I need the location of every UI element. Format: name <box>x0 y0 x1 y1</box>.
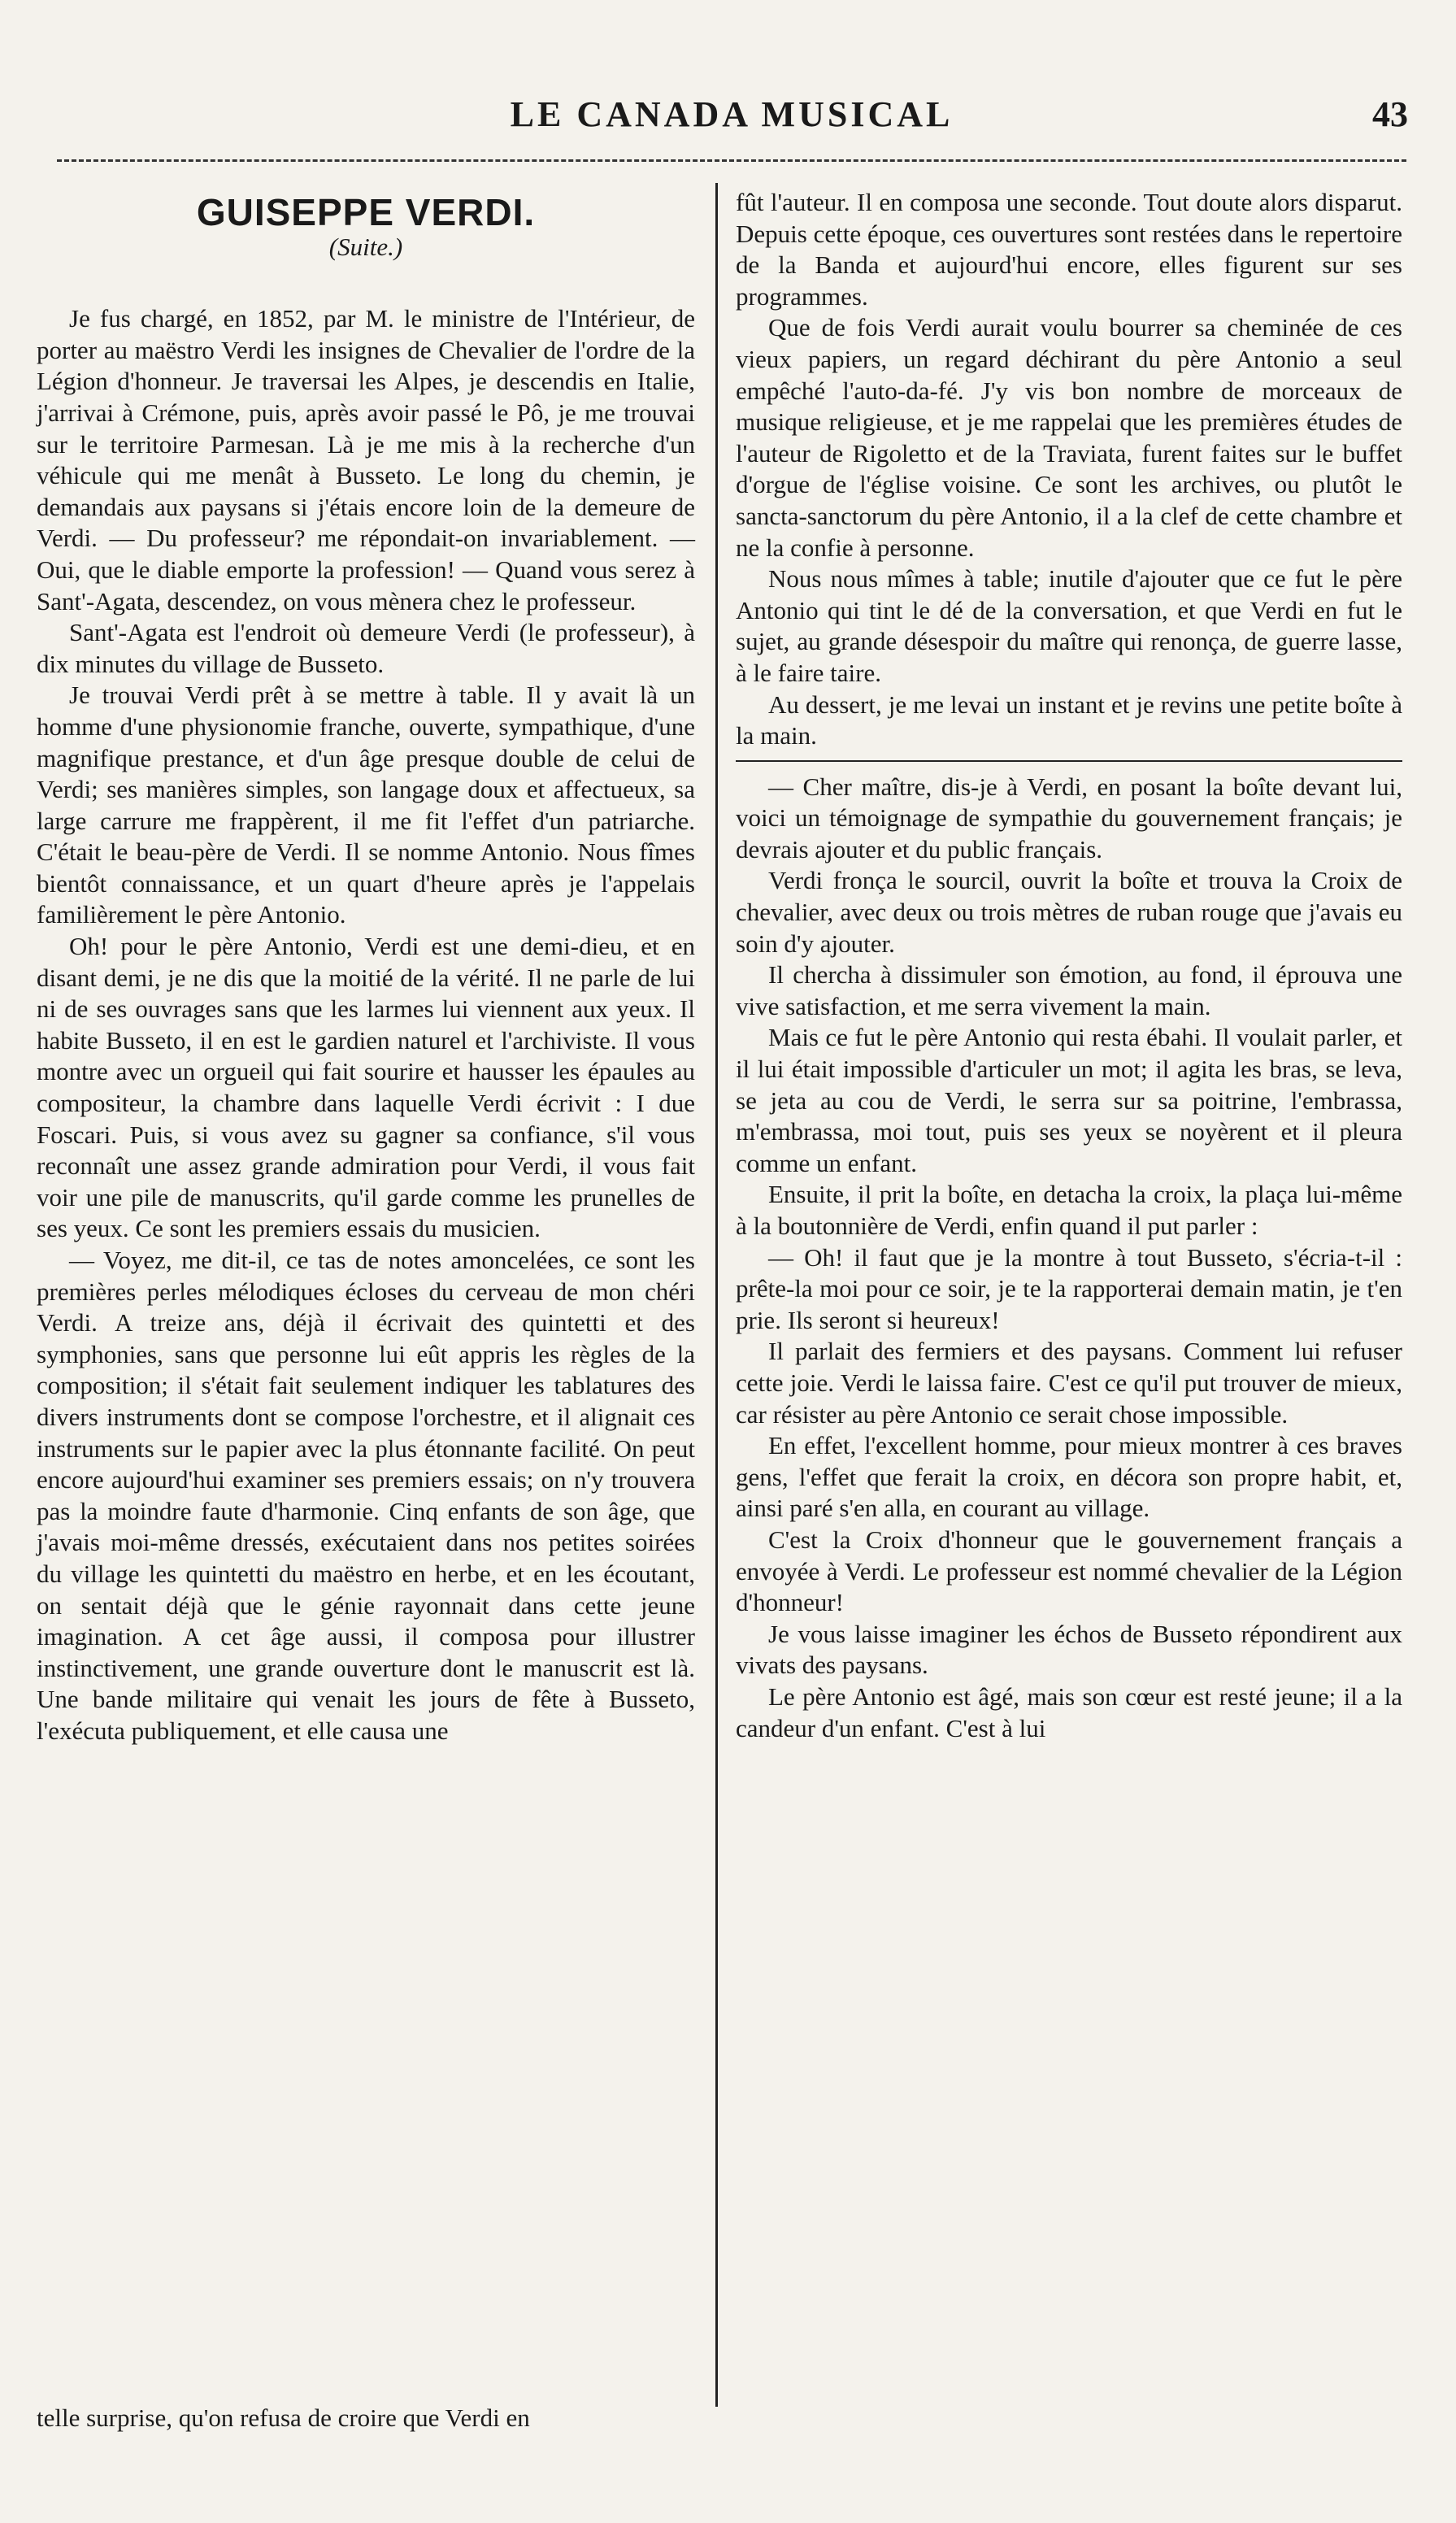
paragraph: Je vous laisse imaginer les échos de Busseto répondirent aux vivats des paysans. <box>736 1619 1402 1680</box>
section-divider <box>736 760 1402 762</box>
column-divider <box>715 183 718 2407</box>
paragraph: Le père Antonio est âgé, mais son cœur est resté jeune; il a la candeur d'un enfant. C'est à lui <box>736 1681 1402 1742</box>
paragraph: C'est la Croix d'honneur que le gouvernement français a envoyée à Verdi. Le professeur est nommé chevalier de la Légion d'honneur! <box>736 1525 1402 1617</box>
paragraph: Il parlait des fermiers et des paysans. Comment lui refuser cette joie. Verdi le laissa faire. C'est ce qu'il put trouver de mieux, car résister au père Antonio ce serait chose impossible. <box>736 1337 1402 1429</box>
paragraph: — Cher maître, dis-je à Verdi, en posant la boîte devant lui, voici un témoignage de sympathie du gouvernement français; je devrais ajouter et du public français. <box>736 772 1402 863</box>
paragraph: Que de fois Verdi aurait voulu bourrer sa cheminée de ces vieux papiers, un regard déchirant du père Antonio a seul empêché l'auto-da-fé. J'y vis bon nombre de morceaux de musique religieuse, et je me rappelai que les premières études de l'auteur de Rigoletto et de la Traviata, furent faites sur le buffet d'orgue de l'église voisine. Ce sont les archives, ou plutôt le sancta-sanctorum du père Antonio, il a la clef de cette chambre et ne la confie à personne. <box>736 313 1402 562</box>
paragraph: — Voyez, me dit-il, ce tas de notes amoncelées, ce sont les premières perles mélodiques écloses du cerveau de mon chéri Verdi. A treize ans, déjà il écrivait des quintetti et des symphonies, sans que personne lui eût appris les règles de la composition; il s'était fait seulement indiquer les tablatures des divers instruments dont se compose l'orchestre, et il alignait ces instruments sur le papier avec la plus étonnante facilité. On peut encore aujourd'hui examiner ses premiers essais; on n'y trouvera pas la moindre faute d'harmonie. Cinq enfants de son âge, que j'avais moi-même dressés, exécutaient dans nos petites soirées du village les quintetti du maëstro en herbe, et en les écoutant, on sentait déjà que le génie rayonnait dans cette jeune imagination. A cet âge aussi, il composa pour illustrer instinctivement, une grande ouverture dont le manuscrit est là. Une bande militaire qui venait les jours de fête à Busseto, l'exécuta publiquement, et elle causa une <box>37 1246 695 1745</box>
paragraph: Mais ce fut le père Antonio qui resta ébahi. Il voulait parler, et il lui était impossible d'articuler un mot; il agita les bras, se leva, se jeta au cou de Verdi, le serra sur sa poitrine, l'embrassa, m'embrassa, moi tout, puis ses yeux se noyèrent et il pleura comme un enfant. <box>736 1023 1402 1177</box>
paragraph: En effet, l'excellent homme, pour mieux montrer à ces braves gens, l'effet que ferait la croix, en décora son propre habit, et, ainsi paré s'en alla, en courant au village. <box>736 1431 1402 1523</box>
paragraph: Au dessert, je me levai un instant et je revins une petite boîte à la main. <box>736 689 1402 750</box>
page-header <box>49 85 1415 142</box>
continuation-line: telle surprise, qu'on refusa de croire que Verdi en <box>37 2403 530 2432</box>
paragraph: Il chercha à dissimuler son émotion, au fond, il éprouva une vive satisfaction, et me serra vivement la main. <box>736 960 1402 1020</box>
right-column <box>736 187 1402 1744</box>
publication-title: LE CANADA MUSICAL <box>510 94 954 134</box>
paragraph: Je fus chargé, en 1852, par M. le ministre de l'Intérieur, de porter au maëstro Verdi les insignes de Chevalier de l'ordre de la Légion d'honneur. Je traversai les Alpes, je descendis en Italie, j'arrivai à Crémone, puis, après avoir passé le Pô, je me trouvai sur le territoire Parmesan. Là je me mis à la recherche d'un véhicule qui me menât à Busseto. Le long du chemin, je demandais aux paysans si j'étais encore loin de la demeure de Verdi. — Du professeur? me répondait-on invariablement. — Oui, que le diable emporte la profession! — Quand vous serez à Sant'-Agata, descendez, on vous mènera chez le professeur. <box>37 304 695 616</box>
paragraph: Verdi fronça le sourcil, ouvrit la boîte et trouva la Croix de chevalier, avec deux ou trois mètres de ruban rouge que j'avais eu soin d'y ajouter. <box>736 866 1402 958</box>
paragraph: Oh! pour le père Antonio, Verdi est une demi-dieu, et en disant demi, je ne dis que la moitié de la vérité. Il ne parle de lui ni de ses ouvrages sans que les larmes lui viennent aux yeux. Il habite Busseto, il en est le gardien naturel et l'archiviste. Il vous montre avec un orgueil qui fait sourire et hausser les épaules au compositeur, la chambre dans laquelle Verdi écrivit : I due Foscari. Puis, si vous avez su gagner sa confiance, s'il vous reconnaît une assez grande admiration pour Verdi, il vous fait voir une pile de manuscrits, qu'il garde comme les prunelles de ses yeux. Ce sont les premiers essais du musicien. <box>37 932 695 1243</box>
paragraph: Nous nous mîmes à table; inutile d'ajouter que ce fut le père Antonio qui tint le dé de la conversation, et que Verdi en fut le sujet, au grande désespoir du maître qui renonça, de guerre lasse, à le faire taire. <box>736 564 1402 687</box>
article-title: GUISEPPE VERDI. <box>196 191 536 233</box>
header-divider <box>57 159 1406 162</box>
left-column <box>37 187 695 1747</box>
paragraph: Ensuite, il prit la boîte, en detacha la croix, la plaça lui-même à la boutonnière de Verdi, enfin quand il put parler : <box>736 1180 1402 1240</box>
paragraph: Je trouvai Verdi prêt à se mettre à table. Il y avait là un homme d'une physionomie franche, ouverte, sympathique, d'une magnifique prestance, et d'un âge presque double de celui de Verdi; ses manières simples, son langage doux et affectueux, sa large carrure me frappèrent, il me fit l'effet d'un patriarche. C'était le beau-père de Verdi. Il se nomme Antonio. Nous fîmes bientôt connaissance, et un quart d'heure après je l'appelais familièrement le père Antonio. <box>37 681 695 929</box>
paragraph: — Oh! il faut que je la montre à tout Busseto, s'écria-t-il : prête-la moi pour ce soir, je te la rapporterai demain matin, je t'en prie. Ils seront si heureux! <box>736 1242 1402 1334</box>
article-subtitle: (Suite.) <box>328 232 403 261</box>
paragraph: Sant'-Agata est l'endroit où demeure Verdi (le professeur), à dix minutes du village de Busseto. <box>37 618 695 678</box>
paragraph: fût l'auteur. Il en composa une seconde. Tout doute alors disparut. Depuis cette époque, ces ouvertures sont restées dans le repertoire de la Banda et aujourd'hui encore, elles figurent sur ses programmes. <box>736 188 1402 311</box>
page-number: 43 <box>1372 94 1408 134</box>
